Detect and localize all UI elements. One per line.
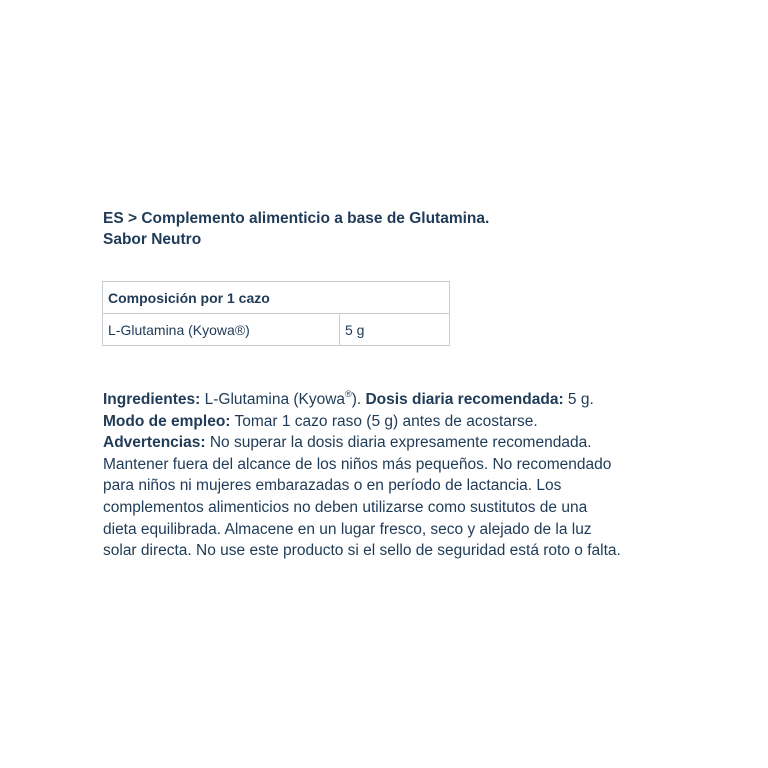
product-info-text (103, 389, 678, 562)
registered-mark: ® (345, 389, 352, 399)
composition-table (102, 281, 450, 346)
ingredients-value: L-Glutamina (Kyowa (200, 391, 346, 408)
warnings-text-line: solar directa. No use este producto si el sello de seguridad está roto o falta. (103, 542, 621, 560)
ingredient-amount-cell: 5 g (340, 314, 450, 346)
usage-value: Tomar 1 cazo raso (5 g) antes de acostarse. (230, 412, 538, 430)
product-heading (103, 208, 489, 250)
ingredients-line (103, 389, 678, 411)
dose-value: 5 g. (563, 391, 594, 408)
ingredient-name-cell: L-Glutamina (Kyowa®) (103, 314, 340, 346)
usage-label: Modo de empleo: (103, 412, 231, 430)
ingredients-label: Ingredientes: (103, 391, 201, 408)
warnings-text-line: complementos alimenticios no deben utilizarse como sustitutos de una (103, 498, 588, 516)
composition-header: Composición por 1 cazo (103, 282, 450, 314)
dose-label: Dosis diaria recomendada: (365, 391, 564, 408)
ingredients-value-end: ). (351, 391, 366, 408)
warnings-first: No superar la dosis diaria expresamente recomendada. (205, 434, 592, 452)
warnings-text-line: dieta equilibrada. Almacene en un lugar fresco, seco y alejado de la luz (103, 520, 592, 538)
composition-header-row (103, 282, 450, 314)
warnings-text-line: Mantener fuera del alcance de los niños más pequeños. No recomendado (103, 455, 612, 473)
usage-line (103, 411, 678, 433)
warnings-label: Advertencias: (103, 434, 206, 452)
heading-line-1: ES > Complemento alimenticio a base de Glutamina. (103, 210, 490, 227)
warnings-text-line: para niños ni mujeres embarazadas o en período de lactancia. Los (103, 477, 562, 495)
warnings-line (103, 432, 678, 454)
heading-line-2: Sabor Neutro (103, 231, 202, 248)
table-row (103, 314, 450, 346)
